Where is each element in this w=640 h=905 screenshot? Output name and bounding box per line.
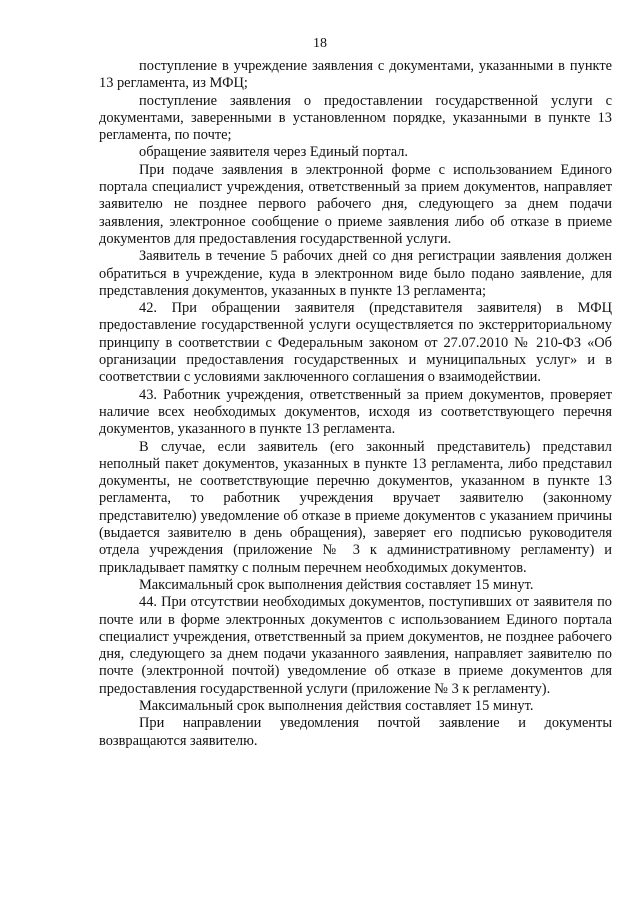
paragraph: В случае, если заявитель (его законный представитель) представил неполный пакет документов, указанных в пункте 13 регламента, либо представил документы, не соответствующие перечню документов, указанном в пункте 13 регламента, то работник учреждения вручает заявителю (законному представителю) уведомление об отказе в приеме документов с указанием причины (выдается заявителю в день обращения), заверяет его подписью руководителя отдела учреждения (приложение № 3 к административному регламенту) и прикладывает памятку с полным перечнем необходимых документов. <box>99 438 612 576</box>
paragraph: 44. При отсутствии необходимых документов, поступивших от заявителя по почте или в форме электронных документов с использованием Единого портала специалист учреждения, ответственный за прием документов, не позднее рабочего дня, следующего за днем подачи указанного заявления, направляет заявителю по почте (электронной почтой) уведомление об отказе в приеме документов для предоставления государственной услуги (приложение № 3 к регламенту). <box>99 594 612 697</box>
paragraph: 43. Работник учреждения, ответственный за прием документов, проверяет наличие всех необходимых документов, исходя из соответствующего перечня документов, указанного в пункте 13 регламента. <box>99 386 612 438</box>
paragraph: поступление заявления о предоставлении государственной услуги с документами, заверенными в установленном порядке, указанными в пункте 13 регламента, по почте; <box>99 92 612 144</box>
paragraph: Максимальный срок выполнения действия составляет 15 минут. <box>139 697 534 714</box>
paragraph: обращение заявителя через Единый портал. <box>139 144 409 161</box>
page-number: 18 <box>313 36 327 51</box>
paragraph: Заявитель в течение 5 рабочих дней со дня регистрации заявления должен обратиться в учреждение, куда в электронном виде было подано заявление, для представления документов, указанных в пункте 13 регламента; <box>99 248 612 299</box>
paragraph: При подаче заявления в электронной форме с использованием Единого портала специалист учреждения, ответственный за прием документов, направляет заявителю не позднее первого рабочего дня, следующего за днем подачи заявления, электронное сообщение о приеме заявления либо об отказе в приеме документов для предоставления государственной услуги. <box>99 161 612 247</box>
paragraph: При направлении уведомления почтой заявление и документы возвращаются заявителю. <box>99 715 612 749</box>
paragraph: поступление в учреждение заявления с документами, указанными в пункте 13 регламента, из МФЦ; <box>99 58 612 92</box>
paragraph: Максимальный срок выполнения действия составляет 15 минут. <box>139 576 534 593</box>
document-body <box>99 58 612 750</box>
paragraph: 42. При обращении заявителя (представителя заявителя) в МФЦ предоставление государственной услуги осуществляется по экстерриториальному принципу в соответствии с Федеральным законом от 27.07.2010 № 210-ФЗ «Об организации предоставления государственных и муниципальных услуг» и в соответствии с условиями заключенного соглашения о взаимодействии. <box>99 300 612 386</box>
